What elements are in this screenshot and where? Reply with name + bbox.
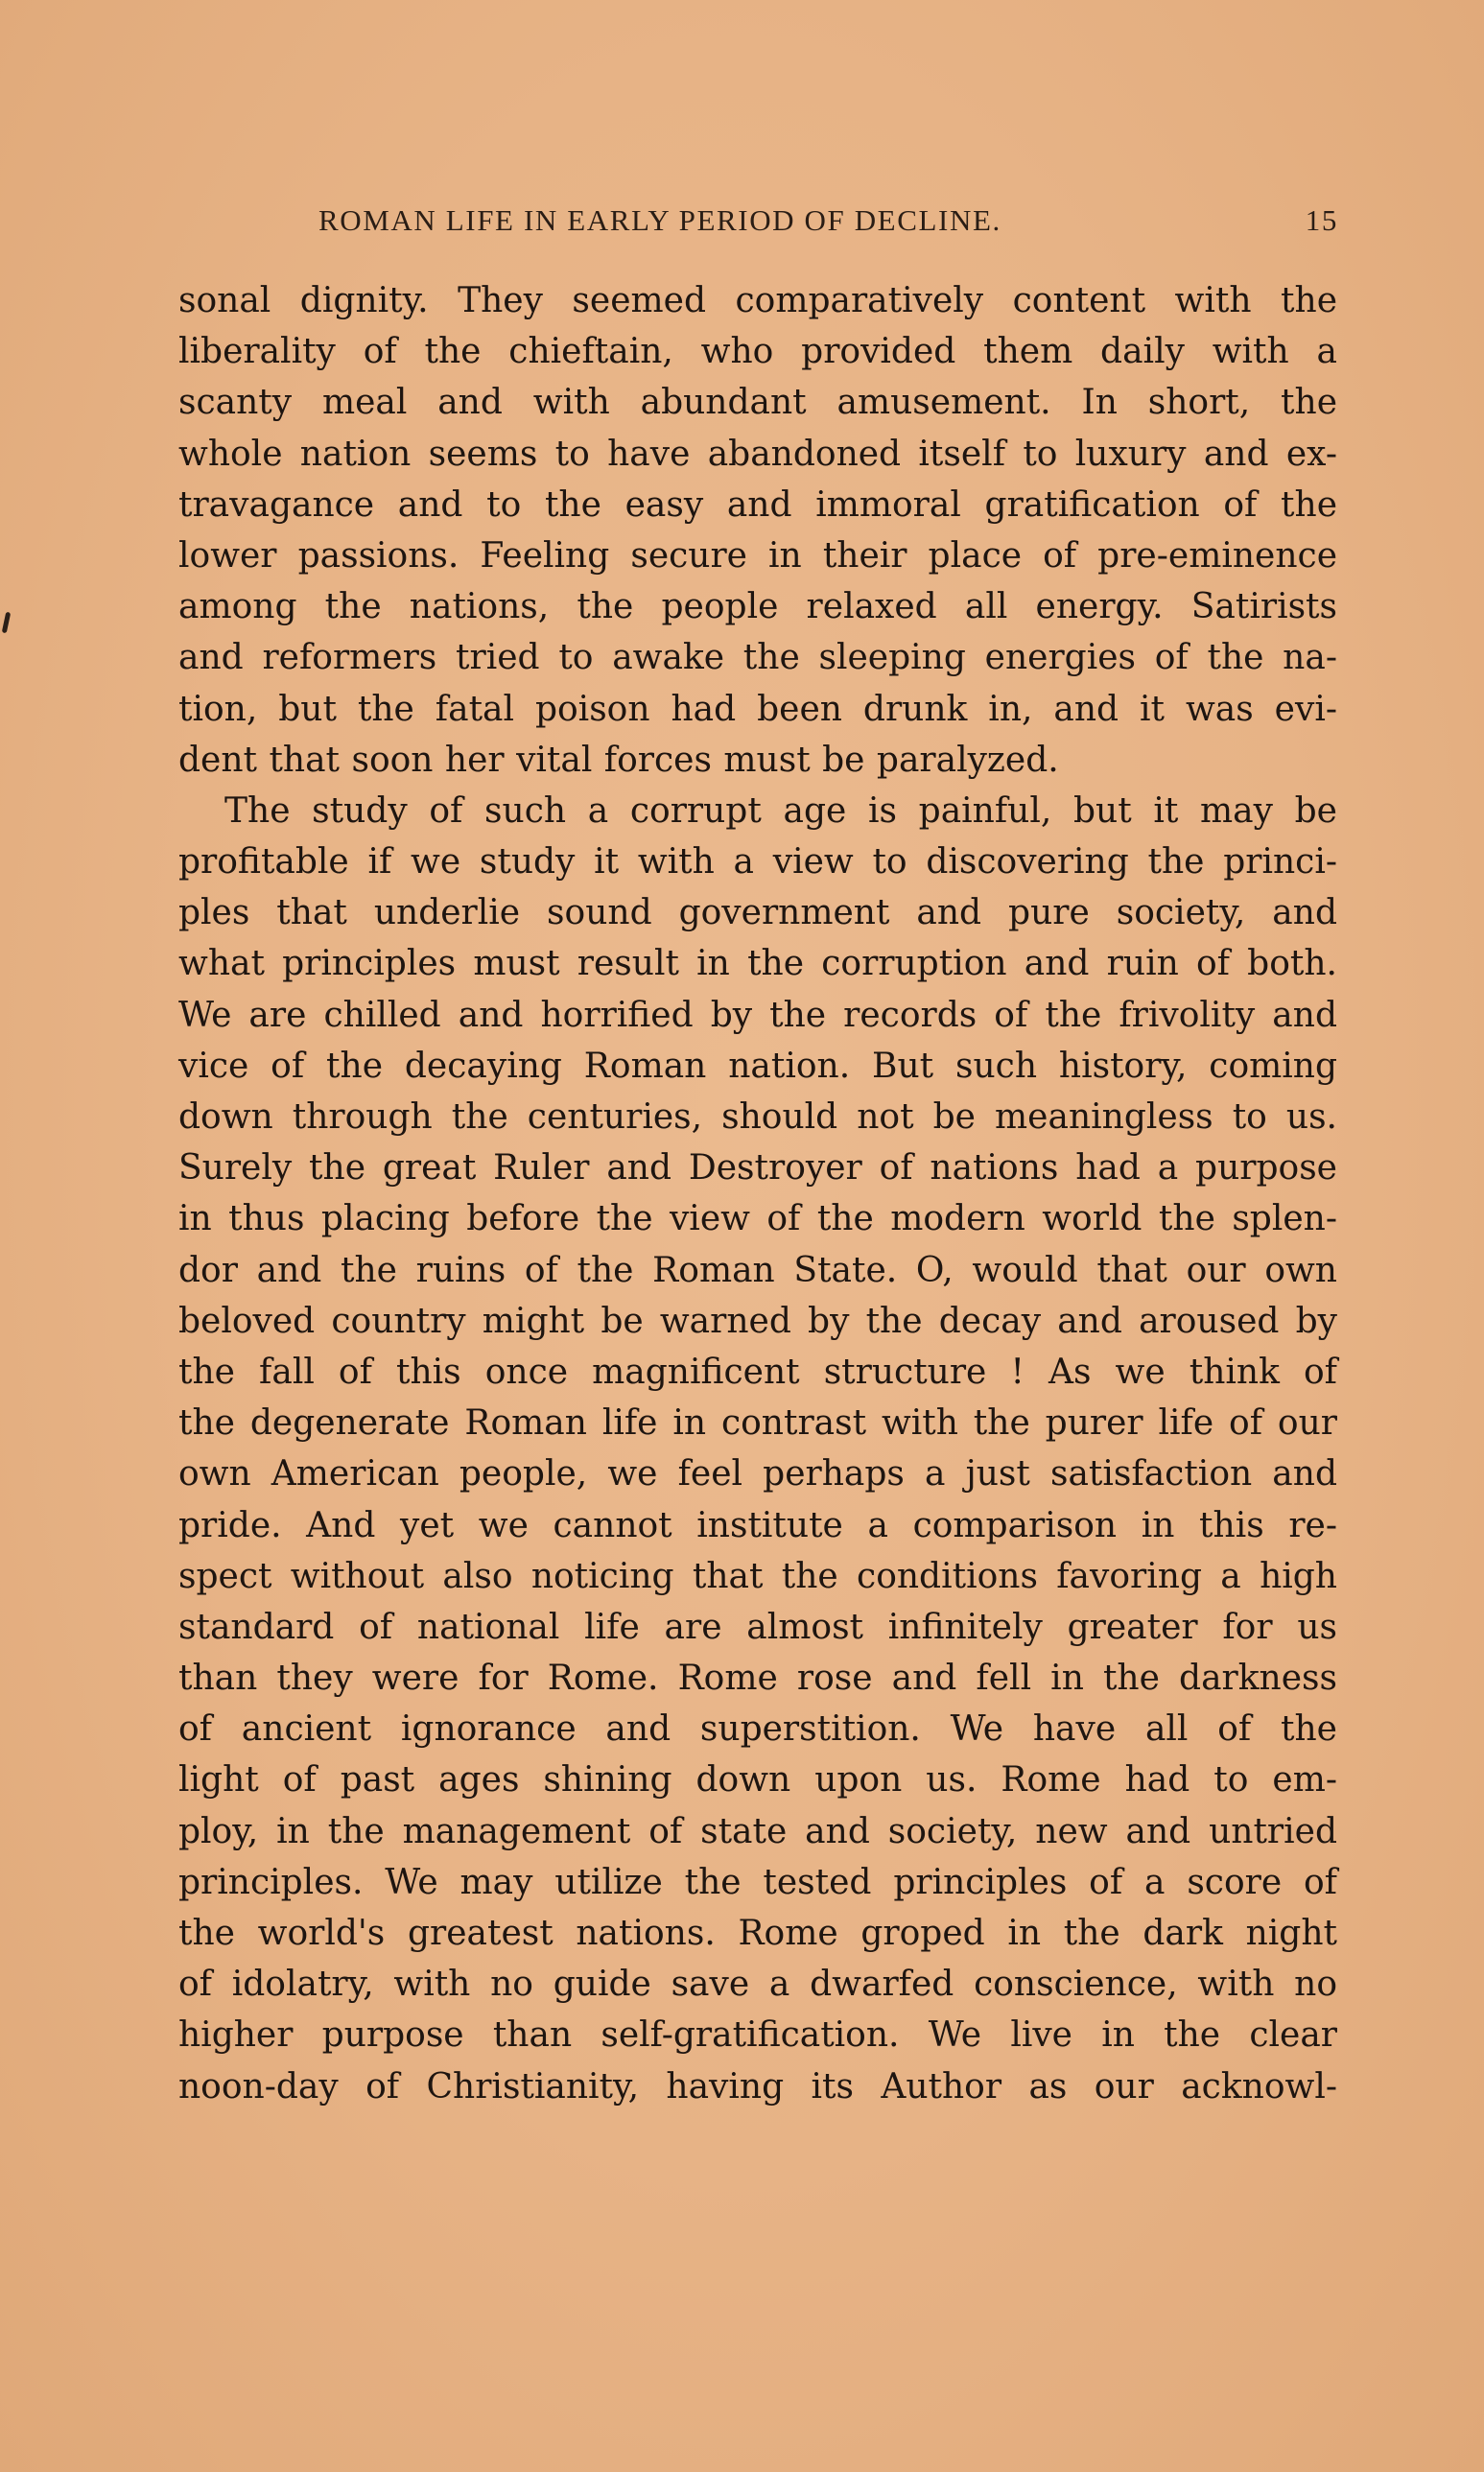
text-line: the world's greatest nations. Rome groped in the dark night: [178, 1914, 1337, 1953]
text-line: higher purpose than self-gratification. We live in the clear: [178, 2015, 1337, 2056]
text-line: lower passions. Feeling secure in their place of pre-eminence: [178, 535, 1337, 576]
margin-ink-mark: [2, 612, 11, 634]
text-line: ploy, in the management of state and society, new and untried: [178, 1811, 1337, 1851]
body-text: [178, 275, 1337, 2112]
page-number: 15: [1305, 203, 1338, 237]
text-line: of ancient ignorance and superstition. We have all of the: [178, 1709, 1337, 1750]
text-line: Surely the great Ruler and Destroyer of nations had a purpose: [178, 1148, 1337, 1189]
running-head: [178, 203, 1344, 249]
text-line: in thus placing before the view of the modern world the splen-: [178, 1199, 1337, 1239]
text-line: light of past ages shining down upon us. Rome had to em-: [178, 1760, 1337, 1801]
text-line: We are chilled and horrified by the records of the frivolity and: [178, 995, 1337, 1035]
text-line: than they were for Rome. Rome rose and fell in the darkness: [178, 1659, 1337, 1699]
text-line: travagance and to the easy and immoral gratification of the: [178, 484, 1337, 525]
text-line: principles. We may utilize the tested principles of a score of: [178, 1862, 1337, 1902]
text-line: standard of national life are almost infinitely greater for us: [178, 1607, 1337, 1647]
text-line: the degenerate Roman life in contrast with the purer life of our: [178, 1403, 1337, 1444]
text-line: dent that soon her vital forces must be paralyzed.: [178, 740, 1059, 780]
text-line: beloved country might be warned by the decay and aroused by: [178, 1301, 1337, 1341]
text-line: among the nations, the people relaxed all energy. Satirists: [178, 587, 1337, 627]
text-line: and reformers tried to awake the sleeping energies of the na-: [178, 638, 1337, 678]
text-line: noon-day of Christianity, having its Author as our acknowl-: [178, 2066, 1337, 2107]
text-line: spect without also noticing that the conditions favoring a high: [178, 1556, 1337, 1596]
text-line: of idolatry, with no guide save a dwarfed conscience, with no: [178, 1965, 1337, 2005]
text-line: down through the centuries, should not be meaningless to us.: [178, 1097, 1337, 1137]
text-line: what principles must result in the corruption and ruin of both.: [178, 944, 1337, 984]
text-line: vice of the decaying Roman nation. But such history, coming: [178, 1046, 1337, 1086]
text-line: pride. And yet we cannot institute a comparison in this re-: [178, 1505, 1337, 1545]
text-line: tion, but the fatal poison had been drunk in, and it was evi-: [178, 689, 1337, 729]
text-line: sonal dignity. They seemed comparatively content with the: [178, 281, 1337, 320]
text-line: ples that underlie sound government and pure society, and: [178, 893, 1337, 933]
text-line: whole nation seems to have abandoned itself to luxury and ex-: [178, 434, 1337, 474]
text-line: liberality of the chieftain, who provided them daily with a: [178, 332, 1337, 372]
text-line: own American people, we feel perhaps a just satisfaction and: [178, 1454, 1337, 1495]
paragraph-2: [178, 786, 1337, 2112]
text-line: dor and the ruins of the Roman State. O, would that our own: [178, 1250, 1337, 1290]
paragraph-1: [178, 275, 1337, 786]
running-title: ROMAN LIFE IN EARLY PERIOD OF DECLINE.: [318, 203, 1001, 237]
text-line: profitable if we study it with a view to discovering the princi-: [178, 842, 1337, 883]
text-line: the fall of this once magnificent structure ! As we think of: [178, 1352, 1337, 1392]
text-line: scanty meal and with abundant amusement. In short, the: [178, 383, 1337, 423]
text-line: The study of such a corrupt age is painful, but it may be: [224, 790, 1337, 831]
